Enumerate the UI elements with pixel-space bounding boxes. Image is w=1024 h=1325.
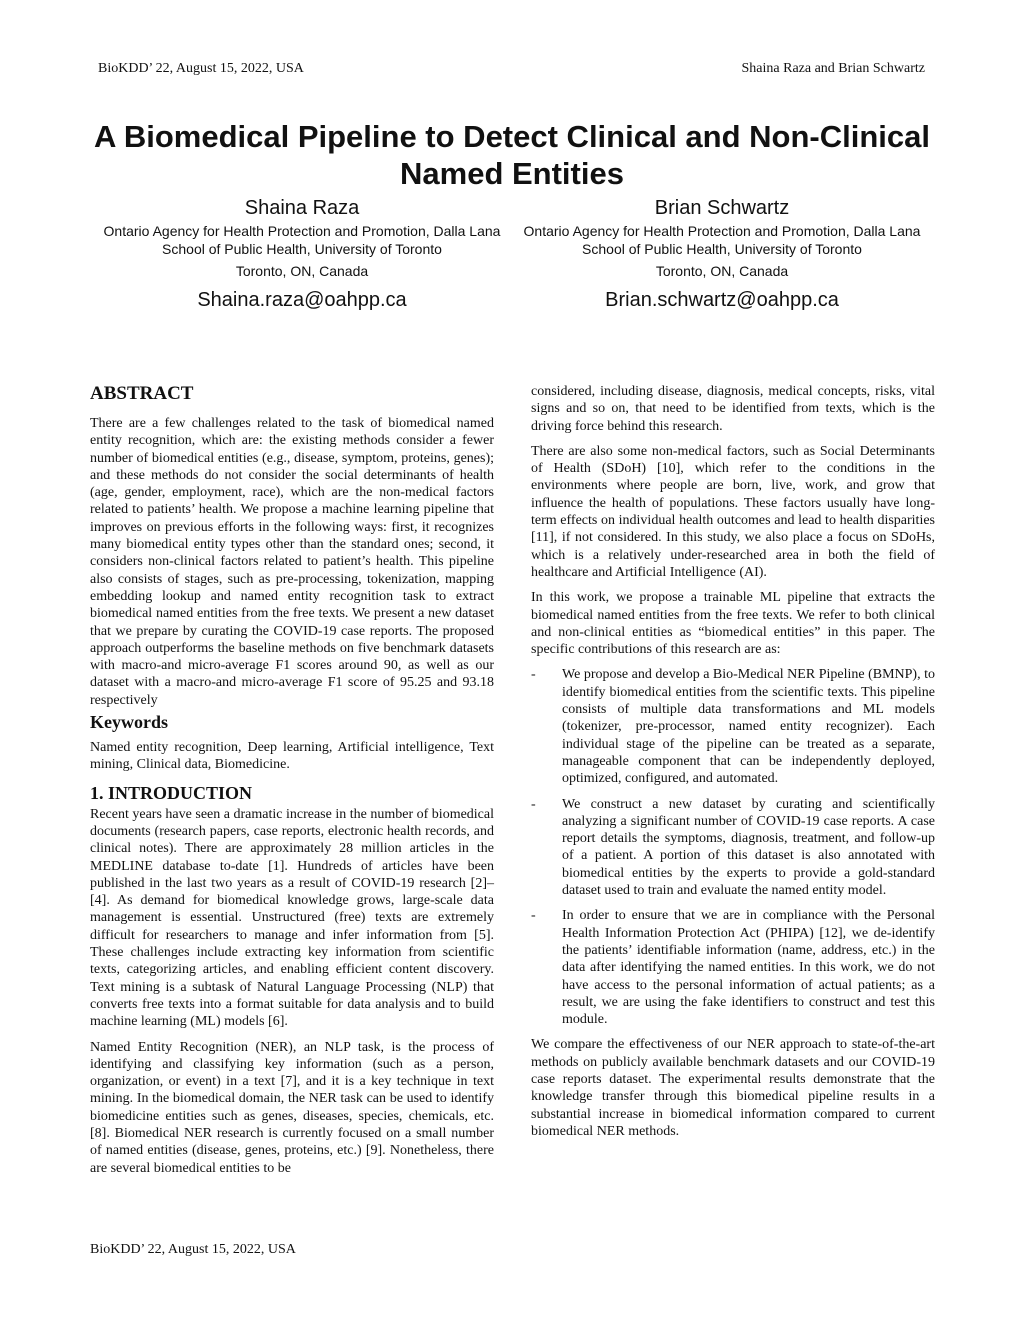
contributions-list	[531, 666, 935, 1028]
author-email: Shaina.raza@oahpp.ca	[197, 289, 407, 311]
intro-paragraph-5: In this work, we propose a trainable ML pipeline that extracts the biomedical named entities from the free texts. We refer to both clinical and non-clinical entities as “biomedical entities” in this paper. The specific contributions of this research are as:	[531, 590, 935, 658]
author-email: Brian.schwartz@oahpp.ca	[605, 289, 839, 311]
list-dash: -	[531, 908, 536, 924]
author-location: Toronto, ON, Canada	[235, 263, 369, 279]
list-item-text: We propose and develop a Bio-Medical NER Pipeline (BMNP), to identify biomedical entities from the scientific texts. This pipeline consists of multiple data transformations and ML models (tokenizer, pre-processor, named entity recognizer). Each individual stage of the pipeline can be treated as a separate, manageable component that can be independently deployed, optimized, configured, and automated.	[562, 667, 935, 787]
intro-paragraph-6: We compare the effectiveness of our NER approach to state-of-the-art methods on publicly available benchmark datasets and our COVID-19 case reports dataset. The experimental results demonstrate that the knowledge transfer through this biomedical pipeline results in a substantial increase in biomedical information compared to current biomedical NER methods.	[531, 1037, 935, 1139]
author-affiliation: Ontario Agency for Health Protection and Promotion, Dalla Lana School of Public Health, University of Toronto	[523, 223, 921, 257]
list-item	[531, 796, 935, 900]
author-block-2	[512, 196, 932, 312]
intro-paragraph-3: considered, including disease, diagnosis, medical concepts, risks, vital signs and so on, that need to be identified from texts, which is the driving force behind this research.	[531, 384, 935, 434]
right-column	[531, 383, 935, 1148]
introduction-heading: 1. INTRODUCTION	[90, 782, 253, 803]
abstract-heading: ABSTRACT	[90, 383, 194, 404]
running-header-right: Shaina Raza and Brian Schwartz	[741, 61, 925, 76]
list-item-text: In order to ensure that we are in compliance with the Personal Health Information Protection Act (PHIPA) [12], we de-identify the patients’ identifiable information (name, address, etc.) in the data after identifying the named entities. In this work, we do not have access to the personal information of actual patients; as a result, we are using the fake identifiers to construct and test this module.	[562, 908, 935, 1028]
abstract-text: There are a few challenges related to the task of biomedical named entity recognition, which are: the existing methods consider a fewer number of biomedical entities (e.g., disease, symptom, proteins, genes); and these methods do not consider the social determinants of health (age, gender, employment, race), which are the non-medical factors related to patients’ health. We propose a machine learning pipeline that improves on previous efforts in the following ways: first, it recognizes many biomedical entity types other than the standard ones; second, it considers non-clinical factors related to patient’s health. This pipeline also consists of stages, such as pre-processing, tokenization, mapping embedding lookup and named entity recognition task to extract biomedical named entities from the free texts. We present a new dataset that we prepare by curating the COVID-19 case reports. The proposed approach outperforms the baseline methods on five benchmark datasets with macro-and micro-average F1 scores around 90, as well as our dataset with a macro-and micro-average F1 score of 95.25 and 93.18 respectively	[90, 416, 494, 708]
author-name: Shaina Raza	[244, 197, 360, 219]
intro-paragraph-2: Named Entity Recognition (NER), an NLP task, is the process of identifying and classifying key information (such as a person, organization, or event) in a text [7], and it is a key technique in text mining. In the biomedical domain, the NER task can be used to identify biomedicine entities such as genes, diseases, species, chemicals, etc. [8]. Biomedical NER research is currently focused on a small number of named entities (disease, genes, proteins, etc.) [9]. Nonetheless, there are several biomedical entities to be	[90, 1039, 494, 1176]
author-name: Brian Schwartz	[654, 197, 790, 219]
author-location: Toronto, ON, Canada	[655, 263, 789, 279]
list-item	[531, 666, 935, 787]
left-column	[90, 383, 494, 1185]
keywords-text: Named entity recognition, Deep learning, Artificial intelligence, Text mining, Clinical data, Biomedicine.	[90, 740, 494, 773]
list-item	[531, 907, 935, 1028]
list-item-text: We construct a new dataset by curating and scientifically analyzing a significant number of COVID-19 case reports. A case report details the symptoms, diagnosis, treatment, and follow-up of a patient. A portion of this dataset is also annotated with biomedical entities by the experts to provide a gold-standard dataset used to train and evaluate the named entity model.	[562, 796, 935, 899]
paper-title: A Biomedical Pipeline to Detect Clinical and Non-Clinical Named Entities	[93, 119, 930, 191]
page-footer: BioKDD’ 22, August 15, 2022, USA	[90, 1242, 296, 1257]
author-affiliation: Ontario Agency for Health Protection and Promotion, Dalla Lana School of Public Health, University of Toronto	[103, 223, 501, 257]
intro-paragraph-1: Recent years have seen a dramatic increase in the number of biomedical documents (research papers, case reports, electronic health records, and clinical notes). There are approximately 28 million articles in the MEDLINE database to-date [1]. Hundreds of articles have been published in the last two years as a result of COVID-19 research [2]–[4]. As demand for biomedical knowledge grows, large-scale data management is essential. Unstructured (free) texts are extremely difficult for researchers to manage and infer information from [5]. These challenges include extracting key information from scientific texts, categorizing articles, and enabling efficient content discovery. Text mining is a subtask of Natural Language Processing (NLP) that converts free texts into a format suitable for data analysis and to build machine learning (ML) models [6].	[90, 806, 494, 1030]
running-header-left: BioKDD’ 22, August 15, 2022, USA	[98, 61, 304, 76]
author-block-1	[92, 196, 512, 312]
list-dash: -	[531, 796, 536, 812]
intro-paragraph-4: There are also some non-medical factors, such as Social Determinants of Health (SDoH) [10], which refer to the conditions in the environments where people are born, live, work, and grow that influence the health of populations. These factors usually have long-term effects on individual health outcomes and lead to health disparities [11], if not considered. In this study, we also place a focus on SDoHs, which is a relatively under-researched area in both the field of healthcare and Artificial Intelligence (AI).	[531, 443, 935, 580]
list-dash: -	[531, 667, 536, 683]
keywords-heading: Keywords	[90, 712, 168, 733]
